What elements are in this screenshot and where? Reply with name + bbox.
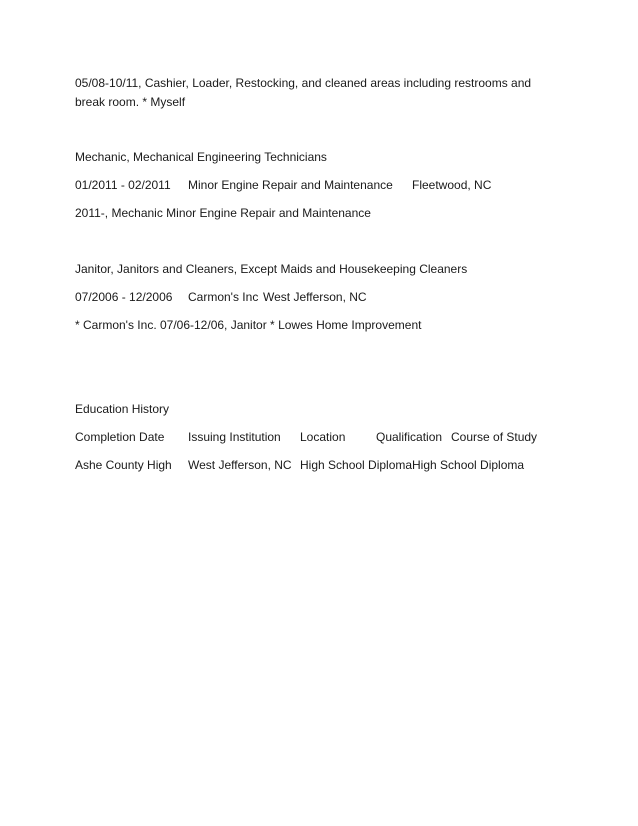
prior-job-description: 05/08-10/11, Cashier, Loader, Restocking, and cleaned areas including restrooms and break room. * Myself [75,76,532,109]
education-heading: Education History [75,402,170,416]
education-header-issuing-institution: Issuing Institution [188,430,281,444]
mechanic-summary: 2011-, Mechanic Minor Engine Repair and Maintenance [75,206,371,220]
education-header-course-of-study: Course of Study [451,430,538,444]
janitor-heading: Janitor, Janitors and Cleaners, Except Maids and Housekeeping Cleaners [75,262,468,276]
janitor-summary: * Carmon's Inc. 07/06-12/06, Janitor * Lowes Home Improvement [75,318,422,332]
education-cell-qualification: High School Diploma [300,458,413,472]
education-header-qualification: Qualification [376,430,443,444]
mechanic-location: Fleetwood, NC [412,178,492,192]
janitor-dates: 07/2006 - 12/2006 [75,290,173,304]
education-cell-course: High School Diploma [412,458,525,472]
mechanic-heading: Mechanic, Mechanical Engineering Technicians [75,150,327,164]
janitor-location: West Jefferson, NC [263,290,367,304]
education-header-location: Location [300,430,346,444]
mechanic-dates: 01/2011 - 02/2011 [75,178,171,192]
education-cell-location: West Jefferson, NC [188,458,292,472]
education-header-completion-date: Completion Date [75,430,165,444]
mechanic-title: Minor Engine Repair and Maintenance [188,178,393,192]
janitor-employer: Carmon's Inc [188,290,259,304]
education-cell-institution: Ashe County High [75,458,172,472]
